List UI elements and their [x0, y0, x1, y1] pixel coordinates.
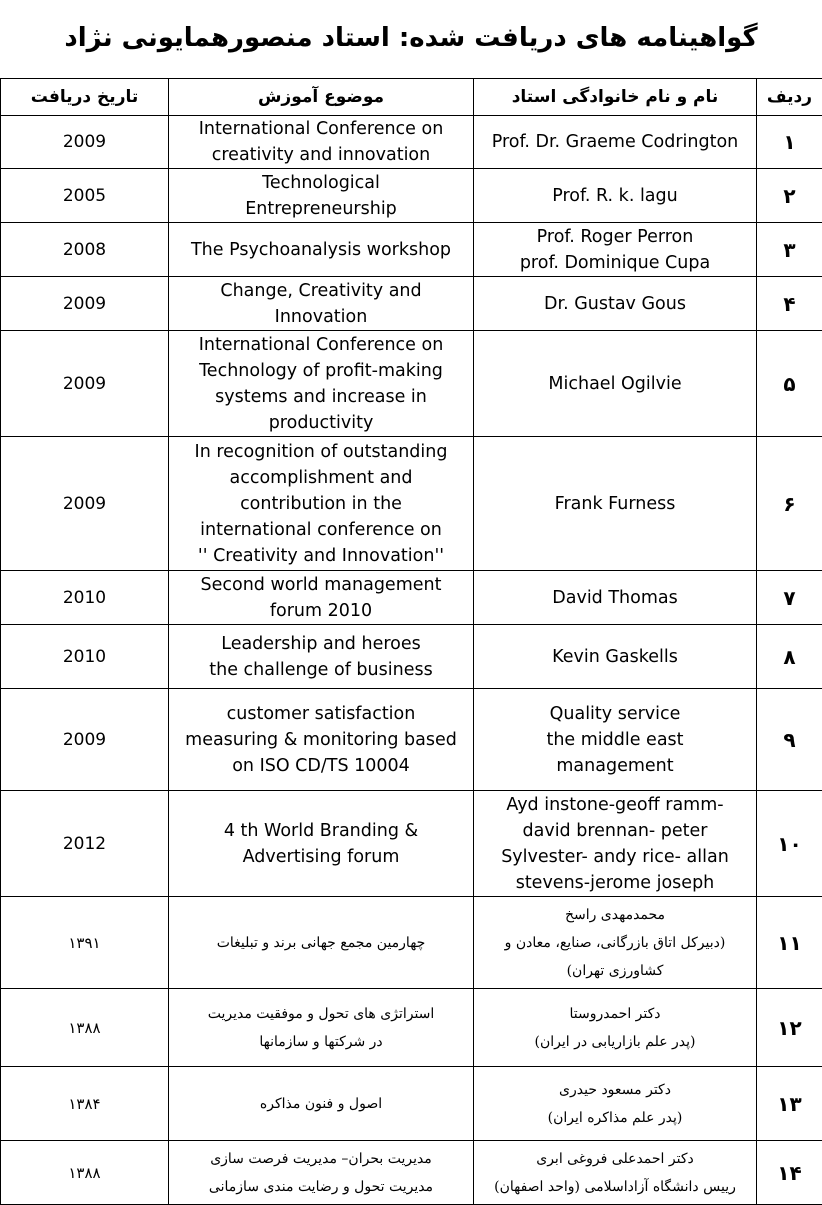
- teacher-line: Kevin Gaskells: [476, 644, 754, 670]
- cell-subject: [169, 437, 474, 571]
- subject-line: در شرکتها و سازمانها: [171, 1028, 471, 1056]
- table-row: [1, 625, 822, 689]
- subject-line: مدیریت بحران– مدیریت فرصت سازی: [171, 1145, 471, 1173]
- cell-row-number: ۱۴: [757, 1141, 822, 1205]
- cell-teacher: [474, 1141, 757, 1205]
- cell-date: 2012: [1, 791, 169, 897]
- subject-line: اصول و فنون مذاکره: [171, 1090, 471, 1118]
- cell-row-number: ۲: [757, 169, 822, 223]
- cell-row-number: ۱۱: [757, 897, 822, 989]
- teacher-line: (پدر علم بازاریابی در ایران): [476, 1028, 754, 1056]
- cell-row-number: ۱۳: [757, 1067, 822, 1141]
- cell-subject: [169, 1141, 474, 1205]
- subject-line: استراتژی های تحول و موفقیت مدیریت: [171, 1000, 471, 1028]
- teacher-line: Prof. Dr. Graeme Codrington: [476, 129, 754, 155]
- table-row: [1, 437, 822, 571]
- header-date: تاریخ دریافت: [1, 79, 169, 116]
- table-row: [1, 689, 822, 791]
- table-row: [1, 571, 822, 625]
- teacher-line: Ayd instone-geoff ramm-: [476, 792, 754, 818]
- teacher-line: Dr. Gustav Gous: [476, 291, 754, 317]
- cell-teacher: [474, 897, 757, 989]
- cell-teacher: [474, 1067, 757, 1141]
- subject-line: '' Creativity and Innovation'': [171, 543, 471, 569]
- teacher-line: Quality service: [476, 701, 754, 727]
- teacher-line: Prof. Roger Perron: [476, 224, 754, 250]
- subject-line: creativity and innovation: [171, 142, 471, 168]
- cell-row-number: ۱۲: [757, 989, 822, 1067]
- table-row: [1, 116, 822, 169]
- cell-date: ۱۳۹۱: [1, 897, 169, 989]
- table-row: [1, 169, 822, 223]
- cell-subject: [169, 1067, 474, 1141]
- subject-line: Innovation: [171, 304, 471, 330]
- subject-line: Leadership and heroes: [171, 631, 471, 657]
- cell-date: 2010: [1, 571, 169, 625]
- cell-teacher: [474, 571, 757, 625]
- teacher-line: دکتر احمدروستا: [476, 1000, 754, 1028]
- cell-subject: [169, 791, 474, 897]
- teacher-line: david brennan- peter: [476, 818, 754, 844]
- cell-subject: [169, 897, 474, 989]
- cell-row-number: ۶: [757, 437, 822, 571]
- teacher-line: management: [476, 753, 754, 779]
- teacher-line: Michael Ogilvie: [476, 371, 754, 397]
- subject-line: measuring & monitoring based: [171, 727, 471, 753]
- cell-date: 2009: [1, 437, 169, 571]
- table-row: [1, 331, 822, 437]
- cell-teacher: [474, 689, 757, 791]
- subject-line: چهارمین مجمع جهانی برند و تبلیغات: [171, 929, 471, 957]
- subject-line: Entrepreneurship: [171, 196, 471, 222]
- subject-line: productivity: [171, 410, 471, 436]
- cell-teacher: [474, 791, 757, 897]
- cell-row-number: ۵: [757, 331, 822, 437]
- table-row: [1, 791, 822, 897]
- cell-date: 2010: [1, 625, 169, 689]
- subject-line: Advertising forum: [171, 844, 471, 870]
- cell-row-number: ۱: [757, 116, 822, 169]
- cell-subject: [169, 331, 474, 437]
- cell-teacher: [474, 331, 757, 437]
- teacher-line: stevens-jerome joseph: [476, 870, 754, 896]
- teacher-line: کشاورزی تهران): [476, 957, 754, 985]
- cell-teacher: [474, 116, 757, 169]
- subject-line: The Psychoanalysis workshop: [171, 237, 471, 263]
- cell-subject: [169, 571, 474, 625]
- page-title: گواهینامه های دریافت شده: استاد منصورهمایونی نژاد: [0, 16, 822, 60]
- header-subject: موضوع آموزش: [169, 79, 474, 116]
- cell-teacher: [474, 625, 757, 689]
- cell-date: ۱۳۸۸: [1, 989, 169, 1067]
- teacher-line: (پدر علم مذاکره ایران): [476, 1104, 754, 1132]
- cell-row-number: ۹: [757, 689, 822, 791]
- subject-line: International Conference on: [171, 332, 471, 358]
- teacher-line: the middle east: [476, 727, 754, 753]
- cell-subject: [169, 689, 474, 791]
- cell-date: ۱۳۸۸: [1, 1141, 169, 1205]
- cell-subject: [169, 625, 474, 689]
- subject-line: customer satisfaction: [171, 701, 471, 727]
- teacher-line: Frank Furness: [476, 491, 754, 517]
- cell-teacher: [474, 437, 757, 571]
- cell-subject: [169, 223, 474, 277]
- cell-date: 2009: [1, 689, 169, 791]
- cell-date: ۱۳۸۴: [1, 1067, 169, 1141]
- cell-subject: [169, 989, 474, 1067]
- cell-teacher: [474, 223, 757, 277]
- table-row: [1, 277, 822, 331]
- teacher-line: دکتر احمدعلی فروغی ابری: [476, 1145, 754, 1173]
- teacher-line: محمدمهدی راسخ: [476, 901, 754, 929]
- subject-line: International Conference on: [171, 116, 471, 142]
- certificates-table: [0, 78, 822, 1205]
- header-row: [1, 79, 822, 116]
- cell-date: 2009: [1, 331, 169, 437]
- subject-line: international conference on: [171, 517, 471, 543]
- cell-teacher: [474, 989, 757, 1067]
- cell-date: 2005: [1, 169, 169, 223]
- cell-row-number: ۱۰: [757, 791, 822, 897]
- subject-line: Change, Creativity and: [171, 278, 471, 304]
- cell-subject: [169, 169, 474, 223]
- cell-row-number: ۳: [757, 223, 822, 277]
- table-body: [1, 116, 822, 1205]
- subject-line: مدیریت تحول و رضایت مندی سازمانی: [171, 1173, 471, 1201]
- teacher-line: Prof. R. k. lagu: [476, 183, 754, 209]
- teacher-line: Sylvester- andy rice- allan: [476, 844, 754, 870]
- cell-teacher: [474, 277, 757, 331]
- teacher-line: رییس دانشگاه آزاداسلامی (واحد اصفهان): [476, 1173, 754, 1201]
- teacher-line: prof. Dominique Cupa: [476, 250, 754, 276]
- header-teacher: نام و نام خانوادگی استاد: [474, 79, 757, 116]
- subject-line: systems and increase in: [171, 384, 471, 410]
- subject-line: the challenge of business: [171, 657, 471, 683]
- table-row: [1, 1141, 822, 1205]
- cell-subject: [169, 277, 474, 331]
- cell-date: 2009: [1, 277, 169, 331]
- subject-line: Second world management: [171, 572, 471, 598]
- cell-row-number: ۷: [757, 571, 822, 625]
- table-row: [1, 223, 822, 277]
- subject-line: In recognition of outstanding: [171, 439, 471, 465]
- subject-line: accomplishment and: [171, 465, 471, 491]
- table-row: [1, 897, 822, 989]
- teacher-line: دکتر مسعود حیدری: [476, 1076, 754, 1104]
- table-row: [1, 989, 822, 1067]
- header-row-number: ردیف: [757, 79, 822, 116]
- subject-line: Technological: [171, 170, 471, 196]
- cell-subject: [169, 116, 474, 169]
- teacher-line: David Thomas: [476, 585, 754, 611]
- cell-teacher: [474, 169, 757, 223]
- cell-date: 2009: [1, 116, 169, 169]
- cell-row-number: ۴: [757, 277, 822, 331]
- teacher-line: (دبیرکل اتاق بازرگانی، صنایع، معادن و: [476, 929, 754, 957]
- subject-line: 4 th World Branding &: [171, 818, 471, 844]
- subject-line: contribution in the: [171, 491, 471, 517]
- table-row: [1, 1067, 822, 1141]
- cell-row-number: ۸: [757, 625, 822, 689]
- cell-date: 2008: [1, 223, 169, 277]
- subject-line: Technology of profit-making: [171, 358, 471, 384]
- subject-line: forum 2010: [171, 598, 471, 624]
- subject-line: on ISO CD/TS 10004: [171, 753, 471, 779]
